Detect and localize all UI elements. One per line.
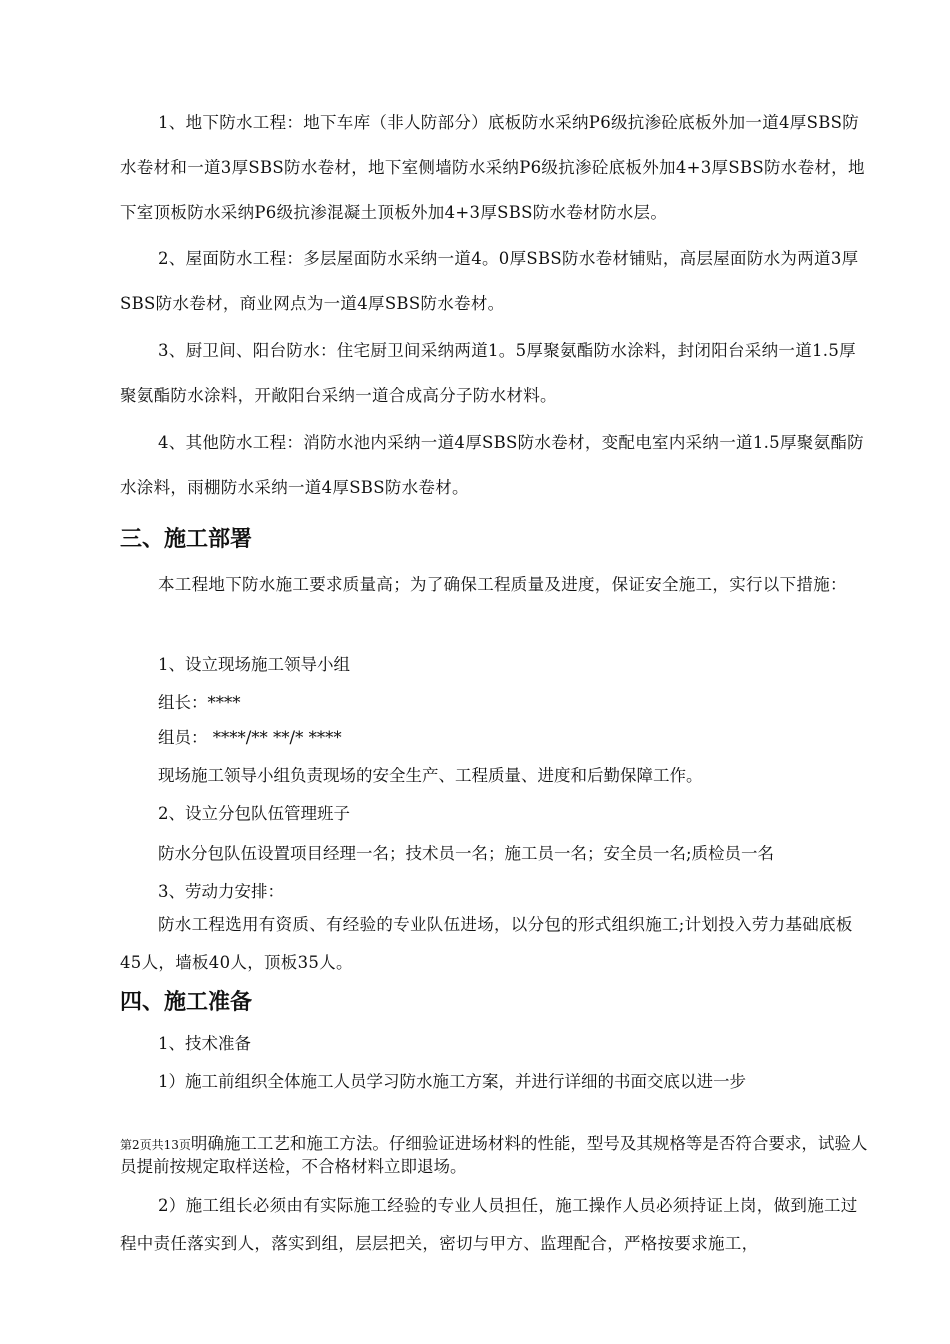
labor-arrangement-text: 防水工程选用有资质、有经验的专业队伍进场，以分包的形式组织施工;计划投入劳力基础底板45人，墙板40人，顶板35人。: [120, 915, 853, 972]
preparation-step-1-continued: 明确施工工艺和施工方法。仔细验证进场材料的性能，型号及其规格等是否符合要求，试验人员提前按规定取样送检，不合格材料立即退场。: [120, 1134, 868, 1176]
management-team-text: 防水分包队伍设置项目经理一名；技术员一名；施工员一名；安全员一名;质检员一名: [158, 844, 775, 863]
paragraph-underground-waterproofing: 1、地下防水工程：地下车库（非人防部分）底板防水采纳P6级抗渗砼底板外加一道4厚SBS防水卷材和一道3厚SBS防水卷材，地下室侧墙防水采纳P6级抗渗砼底板外加4+3厚SBS防水卷材，地下室顶板防水采纳P6级抗渗混凝土顶板外加4+3厚SBS防水卷材防水层。: [120, 113, 865, 222]
preparation-step-1: 1）施工前组织全体施工人员学习防水施工方案，并进行详细的书面交底以进一步: [158, 1072, 746, 1091]
group-responsibility-text: 现场施工领导小组负责现场的安全生产、工程质量、进度和后勤保障工作。: [158, 766, 703, 785]
paragraph-kitchen-bathroom-waterproofing: 3、厨卫间、阳台防水：住宅厨卫间采纳两道1。5厚聚氨酯防水涂料，封闭阳台采纳一道1.5厚聚氨酯防水涂料，开敞阳台采纳一道合成高分子防水材料。: [120, 341, 856, 405]
paragraph-deployment-intro: 本工程地下防水施工要求质量高；为了确保工程质量及进度，保证安全施工，实行以下措施：: [158, 575, 847, 594]
section-heading-construction-preparation: 四、施工准备: [120, 989, 253, 1015]
item-labor-title: 3、劳动力安排：: [158, 882, 284, 901]
paragraph-other-waterproofing: 4、其他防水工程：消防水池内采纳一道4厚SBS防水卷材，变配电室内采纳一道1.5厚聚氨酯防水涂料，雨棚防水采纳一道4厚SBS防水卷材。: [120, 433, 864, 497]
group-leader-line: 组长：****: [158, 693, 241, 712]
item-leadership-group-title: 1、设立现场施工领导小组: [158, 655, 350, 674]
section-heading-construction-deployment: 三、施工部署: [120, 526, 253, 552]
item-technical-preparation-title: 1、技术准备: [158, 1034, 251, 1053]
paragraph-roof-waterproofing: 2、屋面防水工程：多层屋面防水采纳一道4。0厚SBS防水卷材铺贴，高层屋面防水为两道3厚SBS防水卷材，商业网点为一道4厚SBS防水卷材。: [120, 249, 859, 313]
page-number-label: 第2页共13页: [120, 1138, 191, 1152]
item-management-team-title: 2、设立分包队伍管理班子: [158, 804, 350, 823]
group-members-line: 组员： ****/** **/* ****: [158, 728, 342, 747]
page-break-continuation: [120, 1133, 870, 1178]
preparation-step-2: 2）施工组长必须由有实际施工经验的专业人员担任，施工操作人员必须持证上岗，做到施工过程中责任落实到人，落实到组，层层把关，密切与甲方、监理配合，严格按要求施工，: [120, 1196, 858, 1253]
